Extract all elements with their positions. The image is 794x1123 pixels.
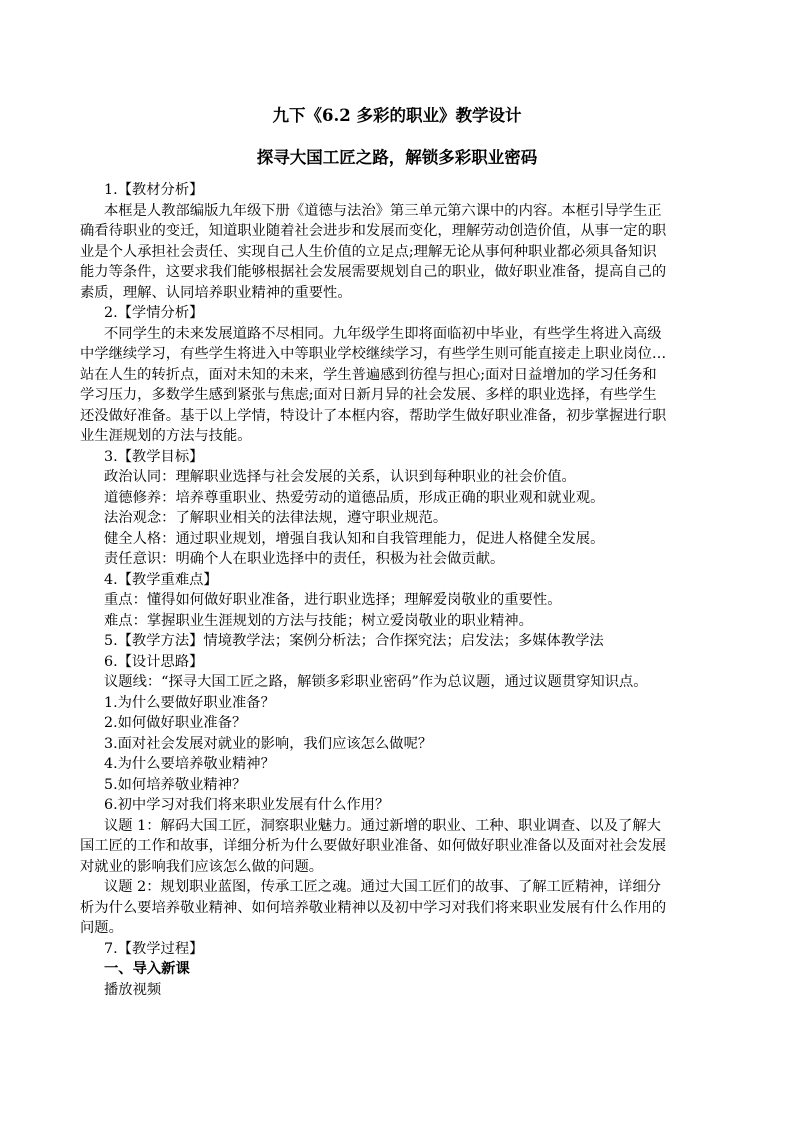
list-teaching-objectives [104, 467, 724, 570]
paragraph-line: 站在人生的转折点，面对未知的未来，学生普遍感到彷徨与担心;面对日益增加的学习任务和 [80, 366, 657, 383]
paragraph-line: 业生涯规划的方法与技能。 [80, 428, 252, 444]
paragraph-line: 析为什么要培养敬业精神、如何培养敬业精神以及初中学习对我们将来职业发展有什么作用的 [80, 899, 667, 916]
paragraph-line: 问题。 [80, 920, 123, 936]
heading-teaching-objectives: 3.【教学目标】 [104, 448, 204, 465]
paragraph-line: 国工匠的工作和故事，详细分析为什么要做好职业准备、如何做好职业准备以及面对社会发展 [80, 838, 667, 854]
paragraph-line: 能力等条件，这要求我们能够根据社会发展需要规划自己的职业，做好职业准备，提高自己的 [80, 264, 667, 280]
topic-line: 议题线：“探寻大国工匠之路，解锁多彩职业密码”作为总议题，通过议题贯穿知识点。 [104, 674, 648, 690]
paragraph-line: 本框是人教部编版九年级下册《道德与法治》第三单元第六课中的内容。本框引导学生正 [104, 202, 662, 219]
paragraph-line: 业是个人承担社会责任、实现自己人生价值的立足点;理解无论从事何种职业都必须具备知识 [80, 243, 657, 260]
heading-textbook-analysis: 1.【教材分析】 [104, 182, 204, 198]
play-video-line: 播放视频 [104, 981, 162, 998]
paragraph-topic-2 [80, 877, 724, 939]
document-body [80, 180, 724, 1000]
heading-teaching-process: 7.【教学过程】 [104, 940, 204, 957]
question-item: 4.为什么要培养敬业精神？ [104, 756, 275, 772]
subheading-introduction: 一、导入新课 [104, 961, 190, 977]
paragraph-line: 学习压力，多数学生感到紧张与焦虑;面对日新月异的社会发展、多样的职业选择，有些学生 [80, 387, 657, 403]
difficult-point-line: 难点：掌握职业生涯规划的方法与技能；树立爱岗敬业的职业精神。 [104, 612, 533, 629]
question-item: 3.面对社会发展对就业的影响，我们应该怎么做呢？ [104, 735, 433, 752]
question-item: 2.如何做好职业准备？ [104, 715, 247, 731]
objective-item: 健全人格：通过职业规划，增强自我认知和自我管理能力，促进人格健全发展。 [104, 530, 605, 547]
objective-item: 责任意识：明确个人在职业选择中的责任，积极为社会做贡献。 [104, 551, 505, 567]
document-title: 九下《6.2 多彩的职业》教学设计 [272, 106, 522, 125]
heading-teaching-methods: 5.【教学方法】情境教学法；案例分析法；合作探究法；启发法；多媒体教学法 [104, 633, 604, 649]
paragraph-line: 中学继续学习，有些学生将进入中等职业学校继续学习，有些学生则可能直接走上职业岗位… [80, 346, 667, 362]
question-item: 1.为什么要做好职业准备？ [104, 694, 275, 711]
heading-key-difficult-points: 4.【教学重难点】 [104, 571, 218, 588]
paragraph-line: 素质，理解、认同培养职业精神的重要性。 [80, 284, 352, 301]
paragraph-textbook-analysis [80, 201, 724, 304]
paragraph-line: 不同学生的未来发展道路不尽相同。九年级学生即将面临初中毕业，有些学生将进入高级 [104, 325, 662, 342]
document-subtitle: 探寻大国工匠之路，解锁多彩职业密码 [256, 148, 538, 167]
paragraph-line: 议题 1：解码大国工匠，洞察职业魅力。通过新增的职业、工种、职业调查、以及了解大 [104, 817, 661, 834]
paragraph-line: 对就业的影响我们应该怎么做的问题。 [80, 858, 324, 875]
paragraph-line: 议题 2：规划职业蓝图，传承工匠之魂。通过大国工匠们的故事、了解工匠精神，详细分 [104, 879, 661, 895]
list-design-questions [104, 672, 724, 816]
paragraph-topic-1 [80, 816, 724, 878]
question-item: 5.如何培养敬业精神？ [104, 776, 247, 793]
objective-item: 法治观念：了解职业相关的法律法规，遵守职业规范。 [104, 510, 448, 526]
paragraph-line: 确看待职业的变迁，知道职业随着社会进步和发展而变化，理解劳动创造价值，从事一定的职 [80, 223, 667, 239]
heading-design-ideas: 6.【设计思路】 [104, 653, 204, 670]
key-point-line: 重点：懂得如何做好职业准备，进行职业选择；理解爱岗敬业的重要性。 [104, 592, 562, 608]
paragraph-line: 还没做好准备。基于以上学情，特设计了本框内容，帮助学生做好职业准备，初步掌握进行职 [80, 407, 667, 424]
objective-item: 道德修养：培养尊重职业、热爱劳动的道德品质，形成正确的职业观和就业观。 [104, 489, 605, 506]
question-item: 6.初中学习对我们将来职业发展有什么作用？ [104, 797, 390, 813]
paragraph-learner-analysis [80, 324, 724, 447]
objective-item: 政治认同：理解职业选择与社会发展的关系，认识到每种职业的社会价值。 [104, 469, 576, 485]
heading-learner-analysis: 2.【学情分析】 [104, 305, 204, 321]
